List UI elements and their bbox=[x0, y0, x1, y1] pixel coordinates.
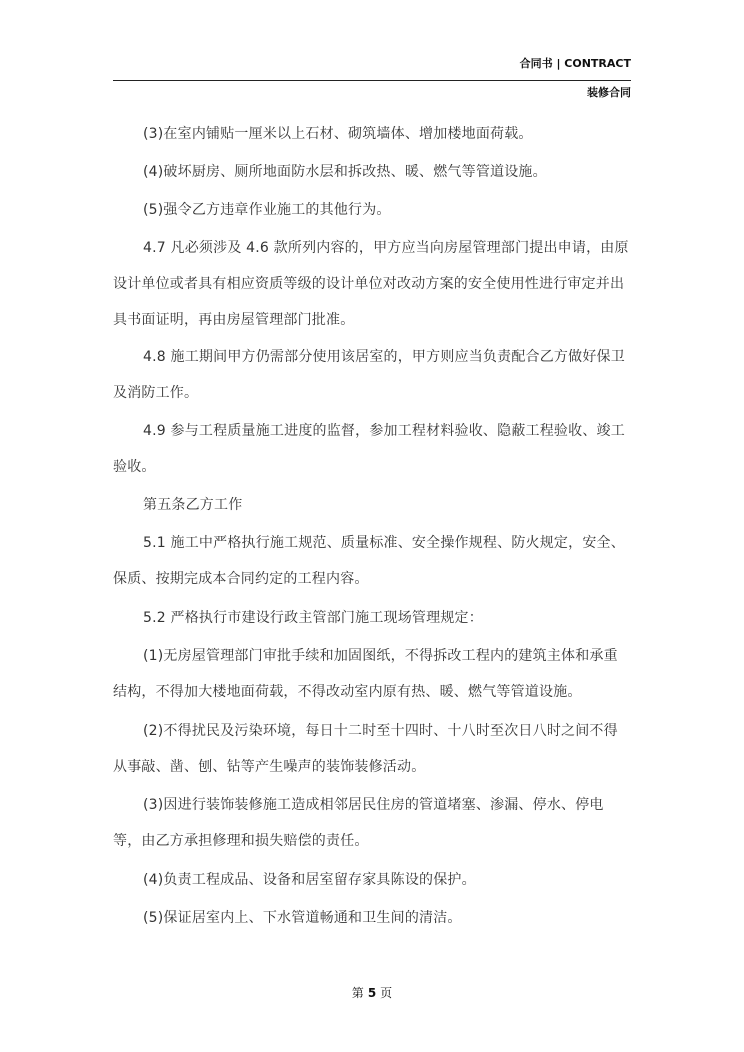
paragraph-clause-5-2-2: (2)不得扰民及污染环境，每日十二时至十四时、十八时至次日八时之间不得从事敲、凿、刨、钻等产生噪声的装饰装修活动。 bbox=[113, 723, 618, 775]
header-divider bbox=[113, 80, 631, 81]
paragraph-clause-5-1: 5.1 施工中严格执行施工规范、质量标准、安全操作规程、防火规定，安全、保质、按期完成本合同约定的工程内容。 bbox=[113, 535, 625, 587]
paragraph-clause-4-6-3: (3)在室内铺贴一厘米以上石材、砌筑墙体、增加楼地面荷载。 bbox=[143, 126, 533, 142]
paragraph-clause-4-6-4: (4)破坏厨房、厕所地面防水层和拆改热、暖、燃气等管道设施。 bbox=[143, 164, 547, 180]
paragraph-clause-5-2-5: (5)保证居室内上、下水管道畅通和卫生间的清洁。 bbox=[143, 910, 462, 926]
page-footer bbox=[0, 984, 744, 1001]
page-number-suffix: 页 bbox=[380, 986, 393, 1000]
paragraph-clause-4-7: 4.7 凡必须涉及 4.6 款所列内容的，甲方应当向房屋管理部门提出申请，由原设计单位或者具有相应资质等级的设计单位对改动方案的安全使用性进行审定并出具书面证明，再由房屋管理部门批准。 bbox=[113, 240, 629, 328]
header-title: 合同书 | CONTRACT bbox=[519, 57, 631, 70]
paragraph-clause-5-2: 5.2 严格执行市建设行政主管部门施工现场管理规定： bbox=[143, 610, 483, 626]
paragraph-clause-4-6-5: (5)强令乙方违章作业施工的其他行为。 bbox=[143, 202, 391, 218]
paragraph-clause-4-8: 4.8 施工期间甲方仍需部分使用该居室的，甲方则应当负责配合乙方做好保卫及消防工作。 bbox=[113, 349, 625, 401]
page-number-prefix: 第 bbox=[351, 986, 364, 1000]
paragraph-clause-5-2-1: (1)无房屋管理部门审批手续和加固图纸，不得拆改工程内的建筑主体和承重结构，不得加大楼地面荷载，不得改动室内原有热、暖、燃气等管道设施。 bbox=[113, 648, 618, 700]
page-number: 5 bbox=[367, 986, 377, 1000]
header-subtitle: 装修合同 bbox=[587, 86, 631, 99]
section-heading-article-5: 第五条乙方工作 bbox=[143, 497, 243, 513]
paragraph-clause-5-2-3: (3)因进行装饰装修施工造成相邻居民住房的管道堵塞、渗漏、停水、停电等，由乙方承担修理和损失赔偿的责任。 bbox=[113, 797, 604, 849]
paragraph-clause-4-9: 4.9 参与工程质量施工进度的监督，参加工程材料验收、隐蔽工程验收、竣工验收。 bbox=[113, 423, 625, 475]
paragraph-clause-5-2-4: (4)负责工程成品、设备和居室留存家具陈设的保护。 bbox=[143, 872, 476, 888]
